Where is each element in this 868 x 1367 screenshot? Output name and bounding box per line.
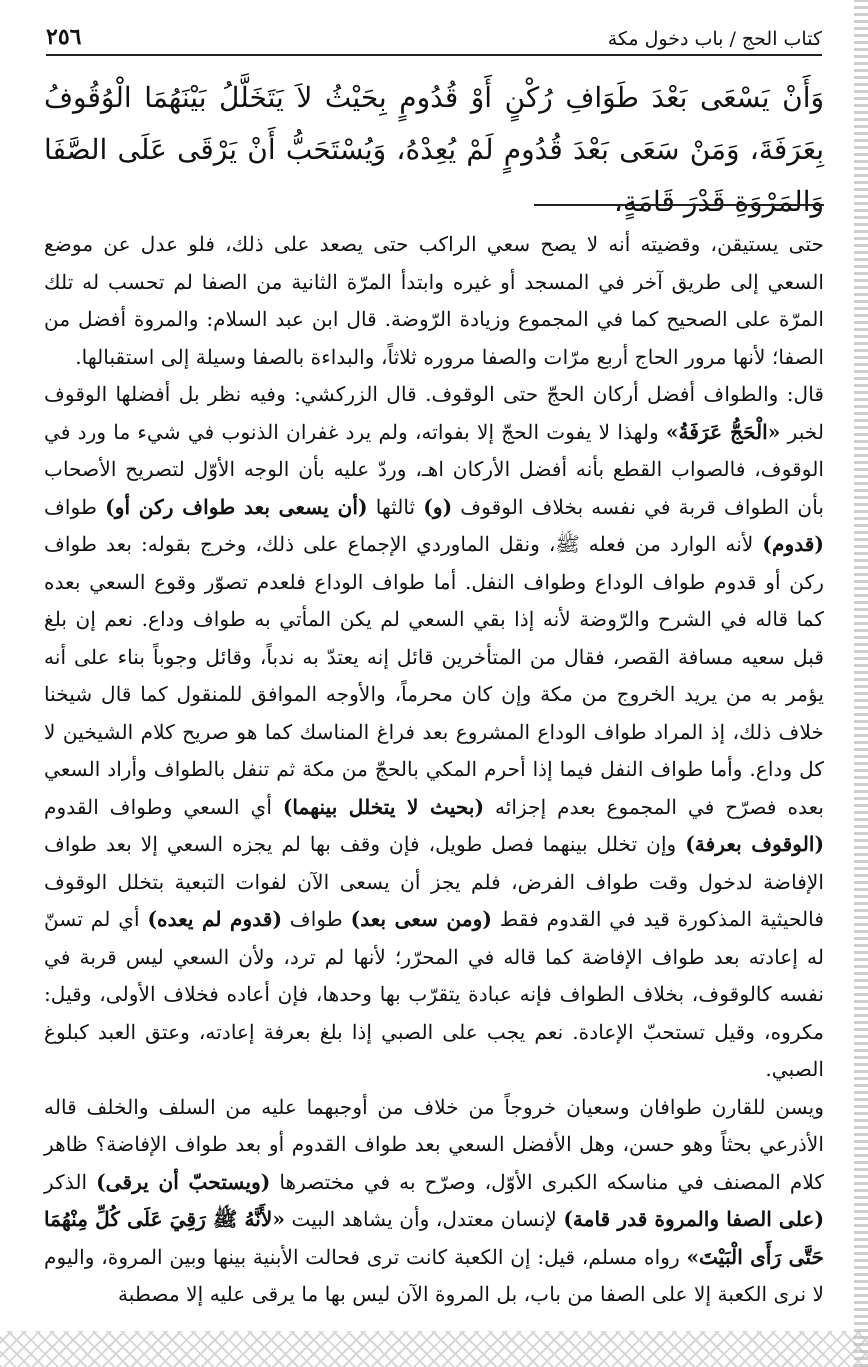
hadith-quote: «لأَنَّهُ ﷺ رَقِيَ عَلَى كُلِّ مِنْهُمَا حَتَّى رَأَى الْبَيْتَ» [44,1207,825,1269]
commentary-span: ولهذا لا يفوت الحجّ إلا بفواته، ولم يرد غفران الذنوب في شيء ما ورد في الوقوف، فالصواب القطع بأنه أفضل الأركان اهـ، وردّ عليه بأن الوجه الأوّل لتصريح الأصحاب بأن الطواف قربة في نفسه بخلاف الوقوف [44,419,824,519]
commentary-span: وإن تخلل بينهما فصل طويل، فإن وقف بها لم يجزه السعي إلا بعد طواف الإفاضة لدخول وقت طواف الفرض، فلم يجز أن يسعى الآن لفوات التبعية بتخلل الوقوف فالحيثية المذكورة قيد في القدوم فقط [44,832,824,931]
matn-quote: (ومن سعى بعد) [350,907,492,931]
matn-quote: (و) [423,494,453,519]
commentary-text [44,226,824,1314]
commentary-span: لإنسان معتدل، وأن يشاهد البيت [285,1207,564,1231]
commentary-span: لأنه الوارد من فعله ﷺ، ونقل الماوردي الإجماع على ذلك، وخرج بقوله: بعد طواف ركن أو قدوم طواف الوداع وطواف النفل. أما طواف الوداع فلعدم تصوّر وقوع السعي بعده كما قاله في الشرح والرّوضة لأنه إذا بقي السعي لم يكن المأتي به طواف وداع. نعم إن بلغ قبل سعيه مسافة القصر، فقال من المتأخرين قائل إنه يعتدّ به ندباً، وقائل وجوباً بناء على أنه يؤمر به من يريد الخروج من مكة وإن كان محرماً، والأوجه الموافق للمنقول كما قال شيخنا خلاف ذلك، إذ المراد طواف الوداع المشروع بعد فراغ المناسك كما هو صريح كلام الشيخين لا كل وداع. وأما طواف النفل فيما إذا أحرم المكي بالحجّ من مكة ثم تنفل بالطواف وأراد السعي بعده فصرّح في المجموع بعدم إجزائه [44,532,824,819]
commentary-span: قال: والطواف أفضل أركان الحجّ حتى الوقوف. قال الزركشي: وفيه نظر بل أفضلها الوقوف لخبر [44,382,824,444]
commentary-paragraph [44,226,824,376]
matn-quote: (بحيث لا يتخلل بينهما) [282,794,485,819]
matn-quote: (قدوم) [762,532,824,556]
hadith-quote: «الْحَجُّ عَرَفَةُ» [665,419,781,444]
matn-quote: (ويستحبّ أن يرقى) [96,1169,271,1194]
commentary-paragraph [44,1089,824,1314]
header-rule [46,54,822,56]
matn-quote: (الوقوف بعرفة) [685,832,825,856]
matn-quote: (أن يسعى بعد طواف ركن أو) [105,494,368,519]
header-title: كتاب الحج / باب دخول مكة [607,28,822,50]
page-edge-bottom [0,1331,868,1367]
commentary-span: أي لم تسنّ له إعادته بعد طواف الإفاضة كما قاله في المحرّر؛ لأنها لم ترد، ولأن السعي ليس قربة في نفسه كالوقوف، بخلاف الطواف فإنه عبادة يتقرّب بها وحدها، فإن أعاده فخلاف الأولى، وقيل: مكروه، وقيل تستحبّ الإعادة. نعم يجب على الصبي إذا بلغ بعرفة إعادته، وعتق العبد كبلوغ الصبي. [44,907,824,1081]
commentary-span: حتى يستيقن، وقضيته أنه لا يصح سعي الراكب حتى يصعد على ذلك، فلو عدل عن موضع السعي إلى طريق آخر في المسجد أو غيره وابتدأ المرّة الثانية من الصفا لم تحسب له تلك المرّة على الصحيح كما في المجموع وزيادة الرّوضة. قال ابن عبد السلام: والمروة أفضل من الصفا؛ لأنها مرور الحاج أربع مرّات والصفا مروره ثلاثاً، والبداءة بالصفا وسيلة إلى استقبالها. [44,232,824,369]
commentary-span: ويسن للقارن طوافان وسعيان خروجاً من خلاف من أوجبهما عليه من السلف والخلف قاله الأذرعي بحثاً وهو حسن، وهل الأفضل السعي بعد طواف القدوم أو بعد طواف الإفاضة؟ ظاهر كلام المصنف في مناسكه الكبرى الأوّل، وصرّح به في مختصرها [44,1094,824,1194]
running-header [46,18,822,50]
commentary-span: الذكر [44,1169,97,1194]
commentary-span: طواف [44,494,106,519]
commentary-span: طواف [282,907,351,931]
commentary-span: أي السعي وطواف القدوم [44,794,283,819]
footnote-separator [534,204,824,206]
matn-quote: (على الصفا والمروة قدر قامة) [563,1207,825,1231]
commentary-span: رواه مسلم، قيل: إن الكعبة كانت ترى فحالت الأبنية بينها وبين المروة، واليوم لا نرى الكعبة إلا على الصفا من باب، بل المروة الآن ليس بها ما يرقى عليه إلا مصطبة [44,1244,824,1306]
page-number: ٢٥٦ [46,24,82,50]
page-edge-right [854,0,868,1367]
commentary-paragraph [44,376,824,1089]
commentary-span: ثالثها [367,494,424,519]
matn-text: وَأَنْ يَسْعَى بَعْدَ طَوَافِ رُكْنٍ أَوْ قُدُومٍ بِحَيْثُ لاَ يَتَخَلَّلُ بَيْنَهُمَا الْوُقُوفُ بِعَرَفَةَ، وَمَنْ سَعَى بَعْدَ قُدُومٍ لَمْ يُعِدْهُ، وَيُسْتَحَبُّ أَنْ يَرْقَى عَلَى الصَّفَا وَالمَرْوَةِ قَدْرَ قَامَةٍ، [44,81,824,218]
matn-quote: (قدوم لم يعده) [147,907,282,931]
